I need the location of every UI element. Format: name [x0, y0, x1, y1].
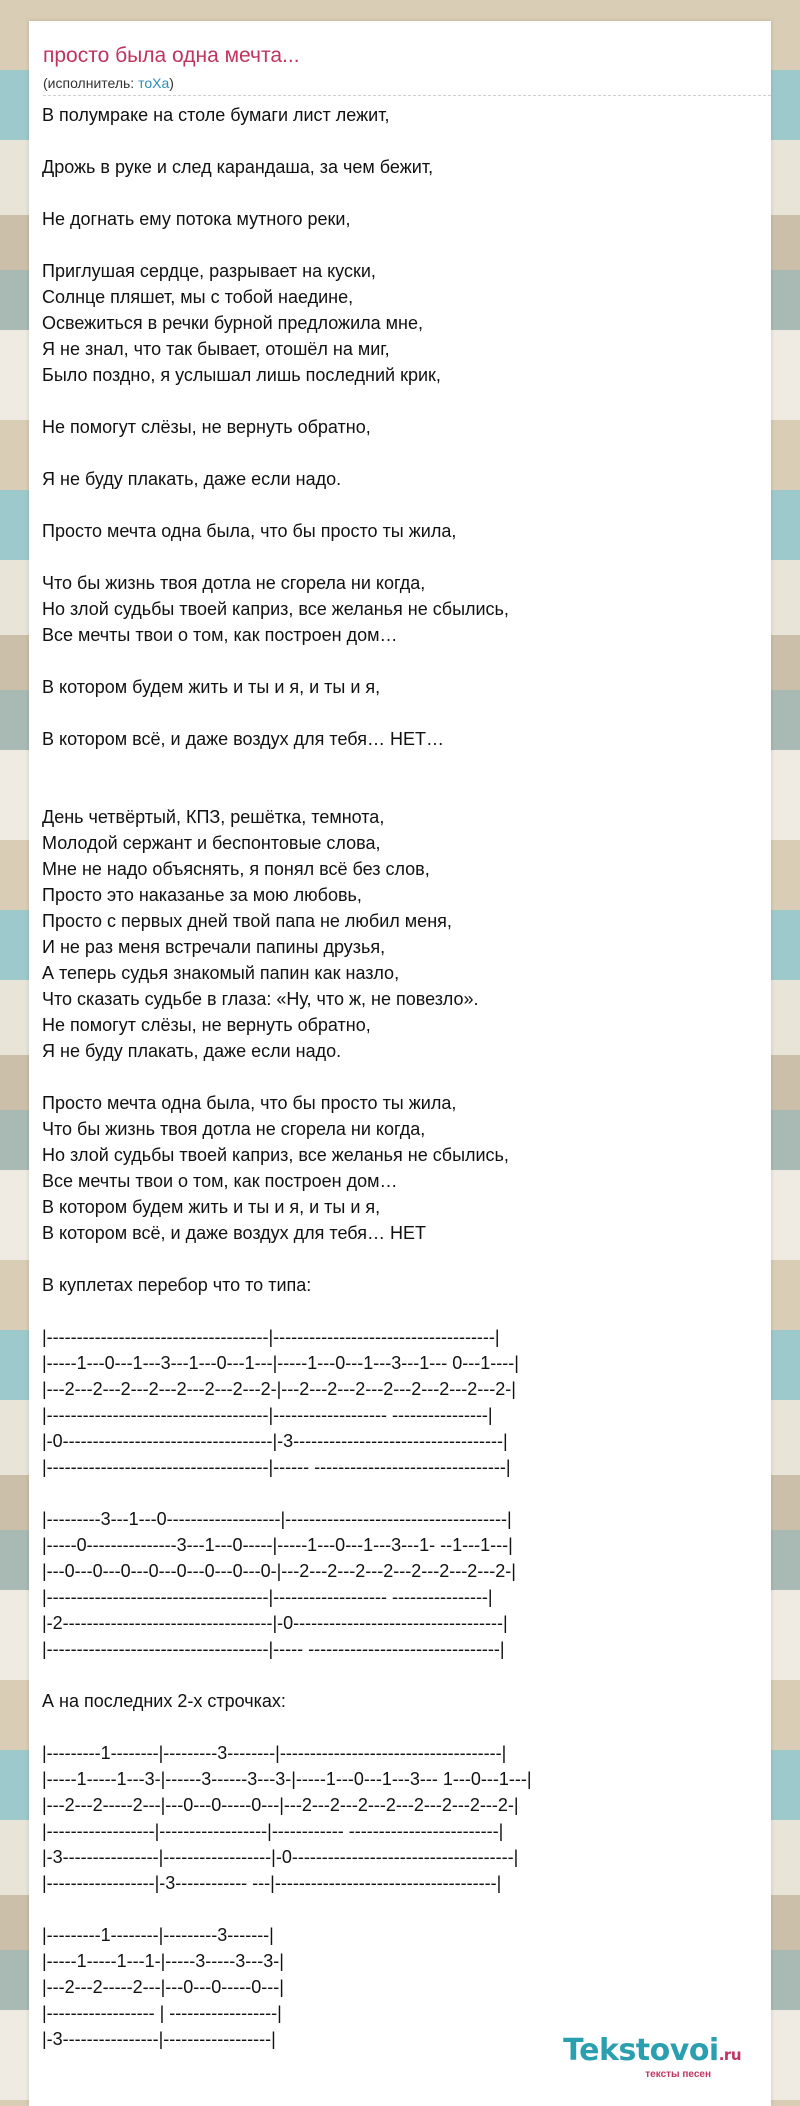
- logo-wordmark: [563, 2035, 741, 2071]
- lyrics-card: [29, 21, 771, 2106]
- lyrics-text: В полумраке на столе бумаги лист лежит, Дрожь в руке и след карандаша, за чем бежит, Не догнать ему потока мутного реки, Приглушая сердце, разрывает на куски, Солнце пляшет, мы с тобой наедине, Освежиться в речки бурной предложила мне, Я не знал, что так бывает, отошёл на миг, Было поздно, я услышал лишь последний крик, Не помогут слёзы, не вернуть обратно, Я не буду плакать, даже если надо. Просто мечта одна была, что бы просто ты жила, Что бы жизнь твоя дотла не сгорела ни когда, Но злой судьбы твоей каприз, все желанья не сбылись, Все мечты твои о том, как построен дом… В котором будем жить и ты и я, и ты и я, В котором всё, и даже воздух для тебя… НЕТ… День четвёртый, КПЗ, решётка, темнота, Молодой сержант и беспонтовые слова, Мне не надо объяснять, я понял всё без слов, Просто это наказанье за мою любовь, Просто с первых дней твой папа не любил меня, И не раз меня встречали папины друзья, А теперь судья знакомый папин как назло, Что сказать судьбе в глаза: «Ну, что ж, не повезло». Не помогут слёзы, не вернуть обратно, Я не буду плакать, даже если надо. Просто мечта одна была, что бы просто ты жила, Что бы жизнь твоя дотла не сгорела ни когда, Но злой судьбы твоей каприз, все желанья не сбылись, Все мечты твои о том, как построен дом… В котором будем жить и ты и я, и ты и я, В котором всё, и даже воздух для тебя… НЕТ В куплетах перебор что то типа: |-------------------------------------|-------------------------------------| |-----1---0---1---3---1---0---1---|-----1---0---1---3---1--- 0---1----| |---2---2---2---2---2---2---2---2-|---2---2---2---2---2---2---2---2-| |-------------------------------------|------------------- ----------------| |-0-----------------------------------|-3-----------------------------------| |-------------------------------------|------ --------------------------------| |---------3---1---0-------------------|-------------------------------------| |-----0---------------3---1---0-----|-----1---0---1---3---1- --1---1---| |---0---0---0---0---0---0---0---0-|---2---2---2---2---2---2---2---2-| |-------------------------------------|------------------- ----------------| |-2-----------------------------------|-0-----------------------------------| |-------------------------------------|----- --------------------------------| А на последних 2-х строчках: |---------1--------|---------3--------|-------------------------------------| |-----1-----1---3-|------3------3---3-|-----1---0---1---3--- 1---0---1---| |---2---2-----2---|---0---0-----0---|---2---2---2---2---2---2---2---2-| |------------------|------------------|------------ -------------------------| |-3----------------|------------------|-0-------------------------------------| |------------------|-3------------ ---|-------------------------------------| |---------1--------|---------3-------| |-----1-----1---1-|-----3-----3---3-| |---2---2-----2---|---0---0-----0---| |------------------ | ------------------| |-3----------------|------------------|: [42, 105, 532, 2049]
- song-title: просто была одна мечта...: [43, 44, 300, 67]
- site-logo[interactable]: [563, 2035, 741, 2080]
- logo-tld: .ru: [718, 2046, 741, 2064]
- logo-name: Tekstovoi: [563, 2033, 719, 2068]
- logo-tagline: тексты песен: [645, 2069, 711, 2080]
- song-header: [43, 43, 757, 96]
- artist-line: [43, 73, 771, 96]
- artist-prefix: (исполнитель:: [43, 75, 139, 91]
- artist-link[interactable]: тоХа: [138, 75, 170, 91]
- artist-suffix: ): [169, 75, 174, 91]
